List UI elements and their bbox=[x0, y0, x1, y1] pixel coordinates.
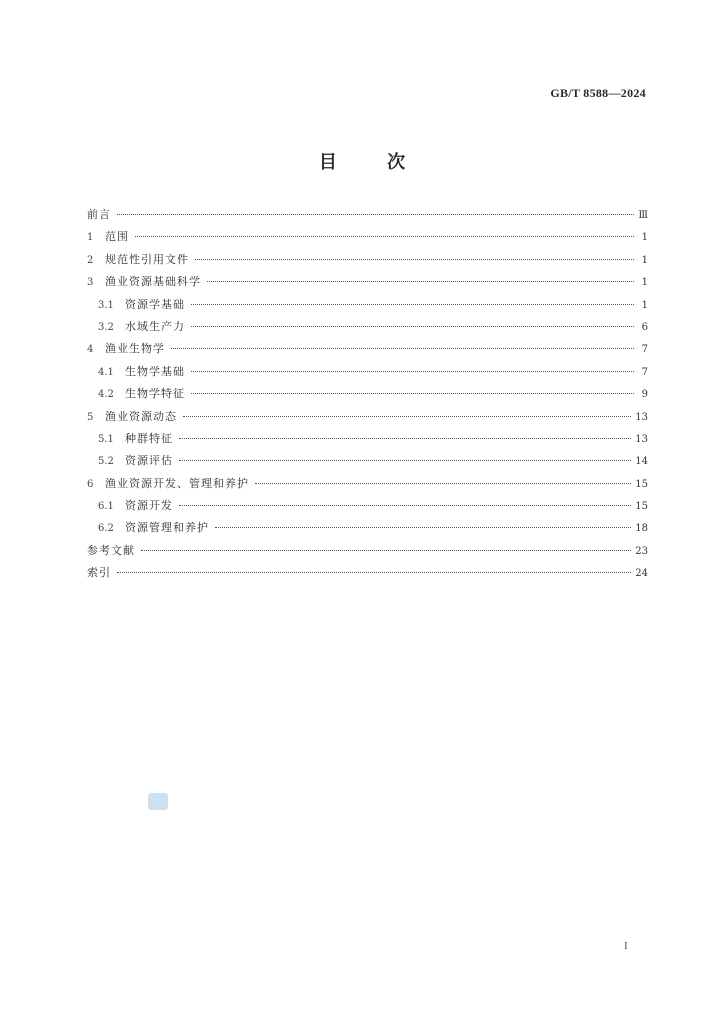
toc-entry[interactable] bbox=[87, 542, 648, 564]
watermark-logo-icon bbox=[148, 793, 168, 810]
toc-entry-page: 1 bbox=[641, 299, 648, 311]
toc-entry-number: 5 bbox=[87, 411, 94, 423]
toc-entry-number: 3.1 bbox=[98, 299, 114, 311]
table-of-contents bbox=[87, 206, 648, 587]
toc-entry-page: 14 bbox=[635, 456, 648, 468]
toc-entry-number: 3 bbox=[87, 277, 94, 289]
toc-entry-number: 1 bbox=[87, 232, 94, 244]
toc-entry-label: 前言 bbox=[87, 208, 111, 221]
toc-entry-number: 4.2 bbox=[98, 389, 114, 401]
toc-entry-page: 7 bbox=[641, 366, 648, 378]
dot-leader bbox=[135, 236, 634, 237]
toc-entry-number: 6.2 bbox=[98, 523, 114, 535]
dot-leader bbox=[191, 304, 634, 305]
toc-entry-page: 7 bbox=[641, 344, 648, 356]
dot-leader bbox=[179, 438, 631, 439]
toc-subentry[interactable] bbox=[87, 318, 648, 340]
toc-entry[interactable] bbox=[87, 228, 648, 250]
toc-entry-number: 3.2 bbox=[98, 321, 114, 333]
toc-entry-page: 23 bbox=[635, 545, 648, 557]
toc-entry-label: 水域生产力 bbox=[125, 319, 185, 333]
standard-code: GB/T 8588—2024 bbox=[550, 86, 646, 100]
toc-entry-page: 6 bbox=[641, 321, 648, 333]
toc-entry-label: 资源管理和养护 bbox=[125, 521, 209, 535]
toc-subentry[interactable] bbox=[87, 430, 648, 452]
dot-leader bbox=[141, 550, 631, 551]
toc-subentry[interactable] bbox=[87, 497, 648, 519]
toc-entry-label: 资源评估 bbox=[125, 454, 173, 468]
title-char-1: 目 bbox=[318, 152, 337, 173]
dot-leader bbox=[195, 259, 634, 260]
toc-entry-page: 18 bbox=[635, 523, 648, 535]
toc-entry-number: 4 bbox=[87, 344, 94, 356]
dot-leader bbox=[179, 460, 631, 461]
toc-entry-label: 索引 bbox=[87, 566, 111, 580]
toc-entry-page: 15 bbox=[635, 478, 648, 490]
toc-entry-label: 规范性引用文件 bbox=[105, 252, 189, 266]
toc-entry[interactable] bbox=[87, 273, 648, 295]
toc-entry-number: 5.1 bbox=[98, 433, 114, 445]
title-char-2: 次 bbox=[387, 152, 406, 173]
toc-subentry[interactable] bbox=[87, 363, 648, 385]
toc-entry-label: 生物学基础 bbox=[125, 364, 185, 378]
dot-leader bbox=[117, 214, 634, 215]
dot-leader bbox=[191, 393, 634, 394]
toc-entry-label: 生物学特征 bbox=[125, 387, 185, 401]
dot-leader bbox=[255, 483, 631, 484]
toc-entry-label: 种群特征 bbox=[125, 431, 173, 445]
toc-entry-label: 参考文献 bbox=[87, 543, 135, 557]
page-title bbox=[0, 148, 724, 174]
dot-leader bbox=[207, 281, 634, 282]
toc-subentry[interactable] bbox=[87, 519, 648, 541]
dot-leader bbox=[191, 371, 634, 372]
toc-entry[interactable] bbox=[87, 251, 648, 273]
toc-entry-label: 资源开发 bbox=[125, 499, 173, 513]
toc-entry-number: 6.1 bbox=[98, 501, 114, 513]
toc-entry-page: 13 bbox=[635, 433, 648, 445]
dot-leader bbox=[117, 572, 631, 573]
toc-entry-number: 2 bbox=[87, 254, 94, 266]
toc-entry[interactable] bbox=[87, 564, 648, 586]
toc-entry-label: 范围 bbox=[105, 230, 129, 244]
dot-leader bbox=[215, 527, 631, 528]
toc-entry-number: 6 bbox=[87, 478, 94, 490]
toc-entry-label: 渔业资源开发、管理和养护 bbox=[105, 476, 249, 490]
dot-leader bbox=[171, 348, 634, 349]
page-number: I bbox=[624, 940, 628, 952]
toc-subentry[interactable] bbox=[87, 452, 648, 474]
toc-entry-page: 1 bbox=[641, 277, 648, 289]
toc-subentry[interactable] bbox=[87, 296, 648, 318]
dot-leader bbox=[191, 326, 634, 327]
toc-entry[interactable] bbox=[87, 475, 648, 497]
toc-entry-page: 1 bbox=[641, 232, 648, 244]
toc-entry-page: 1 bbox=[641, 254, 648, 266]
toc-entry-label: 渔业资源动态 bbox=[105, 409, 177, 423]
toc-entry-number: 4.1 bbox=[98, 366, 114, 378]
toc-entry[interactable] bbox=[87, 408, 648, 430]
toc-entry-label: 渔业资源基础科学 bbox=[105, 275, 201, 289]
toc-entry[interactable] bbox=[87, 206, 648, 228]
dot-leader bbox=[179, 505, 631, 506]
toc-entry-page: 15 bbox=[635, 501, 648, 513]
toc-entry-label: 资源学基础 bbox=[125, 297, 185, 311]
toc-entry[interactable] bbox=[87, 340, 648, 362]
toc-entry-page: 9 bbox=[641, 389, 648, 401]
toc-subentry[interactable] bbox=[87, 385, 648, 407]
toc-entry-page: 13 bbox=[635, 411, 648, 423]
dot-leader bbox=[183, 416, 631, 417]
toc-entry-page: Ⅲ bbox=[638, 210, 648, 221]
toc-entry-page: 24 bbox=[635, 568, 648, 580]
toc-entry-number: 5.2 bbox=[98, 456, 114, 468]
toc-entry-label: 渔业生物学 bbox=[105, 342, 165, 356]
